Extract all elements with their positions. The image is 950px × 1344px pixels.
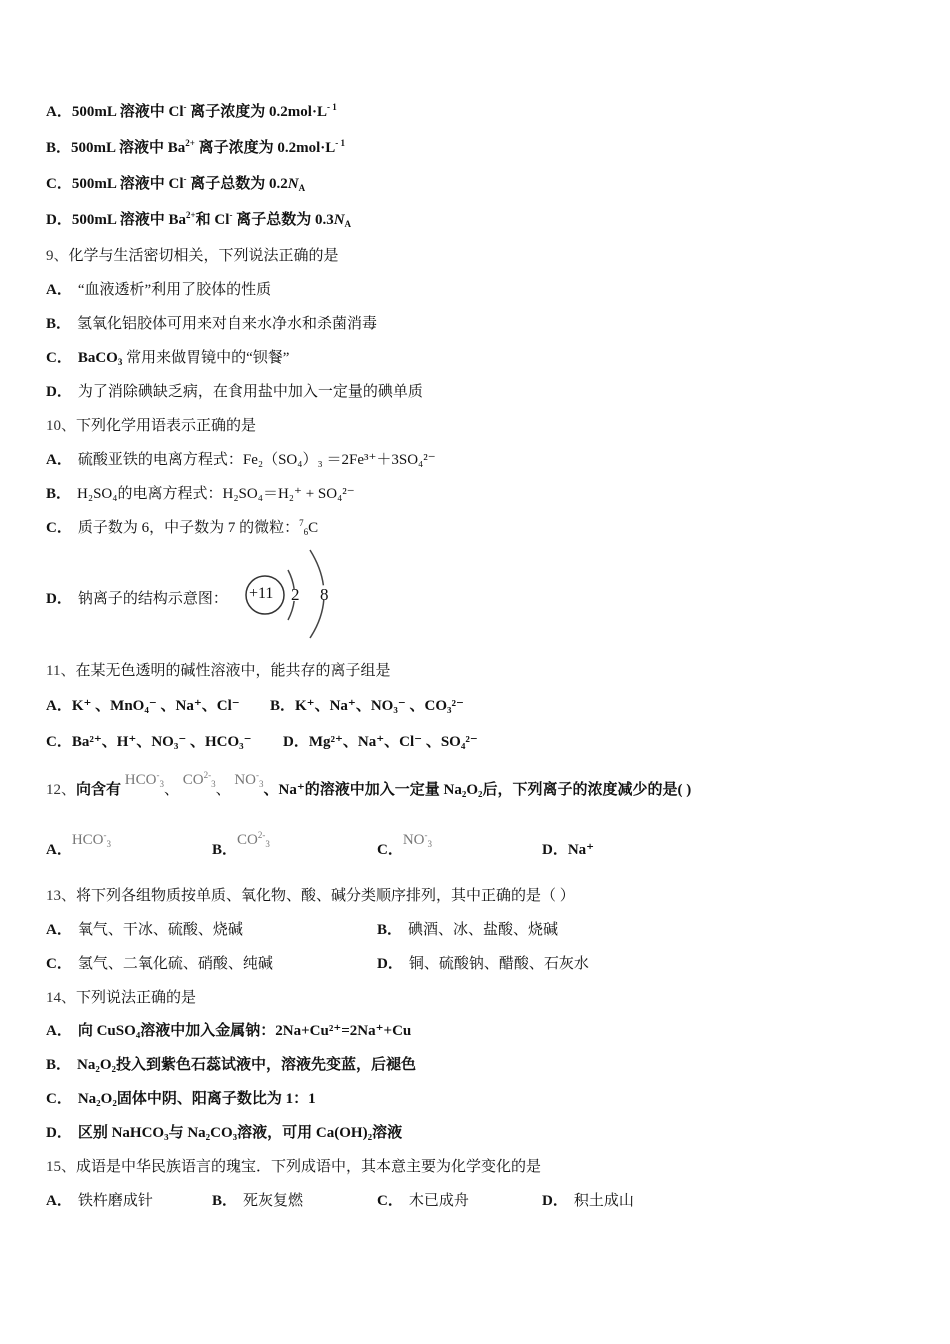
q12-stem xyxy=(46,770,692,800)
q12-options xyxy=(46,830,595,860)
superscript: - xyxy=(229,210,233,220)
q10-option-d xyxy=(46,589,228,609)
option-text: 离子浓度为 0.2mol·L xyxy=(186,104,327,120)
ion-base: HCO xyxy=(124,772,157,788)
superscript: - xyxy=(156,770,160,780)
option-label: B． xyxy=(46,1057,72,1073)
ion-no3 xyxy=(234,770,263,790)
superscript: - xyxy=(183,102,187,112)
q14-stem xyxy=(46,988,196,1008)
option-text: 氢氧化铝胶体可用来对自来水净水和杀菌消毒 xyxy=(77,316,378,332)
q14-option-c xyxy=(46,1089,316,1109)
subscript: 3 xyxy=(106,839,112,849)
option-text: 向 CuSO₄溶液中加入金属钠：2Na+Cu²⁺=2Na⁺+Cu xyxy=(77,1023,412,1039)
q14-option-d xyxy=(46,1123,402,1143)
option-text: 木已成舟 xyxy=(408,1193,469,1209)
formula: H₂SO₄＝H₂⁺ + SO₄²⁻ xyxy=(222,486,355,502)
question-text: 下列化学用语表示正确的是 xyxy=(76,418,257,434)
option-label: D． xyxy=(542,842,568,858)
option-label: B． xyxy=(270,698,296,714)
option-label: A． xyxy=(46,698,72,714)
option-text: 质子数为 6，中子数为 7 的微粒： xyxy=(77,520,300,536)
question-number: 9、 xyxy=(46,248,69,264)
question-text: 向含有 xyxy=(76,782,122,798)
q10-stem xyxy=(46,416,256,436)
q9-option-a xyxy=(46,280,271,300)
option-text: 500mL 溶液中 Cl xyxy=(71,176,184,192)
q11-option-a xyxy=(46,698,240,714)
subscript: 3 xyxy=(259,779,264,789)
option-text: Mg²⁺、Na⁺、Cl⁻ 、SO₄²⁻ xyxy=(308,734,478,750)
formula: Fe₂（SO₄）₃ ＝2Fe³⁺＋3SO₄²⁻ xyxy=(242,452,436,468)
separator: 、 xyxy=(163,782,179,798)
question-number: 11、 xyxy=(46,663,76,679)
superscript: - xyxy=(183,174,187,184)
sodium-ion-structure-diagram xyxy=(243,548,338,640)
option-label: D． xyxy=(46,384,72,400)
q13-stem xyxy=(46,886,575,906)
q13-option-d xyxy=(377,954,589,974)
q13-option-b xyxy=(377,920,558,940)
option-label: C． xyxy=(46,1091,72,1107)
q13-options-cd xyxy=(46,954,589,974)
option-text: 死灰复燃 xyxy=(243,1193,304,1209)
atomic-number: 6 xyxy=(303,527,309,537)
q10-option-a xyxy=(46,450,436,470)
superscript: 2- xyxy=(203,770,212,780)
question-number: 13、 xyxy=(46,888,77,904)
option-text: K⁺、Na⁺、NO₃⁻ 、CO₃²⁻ xyxy=(295,698,464,714)
option-text: 硫酸亚铁的电离方程式： xyxy=(77,452,243,468)
option-text: 氢气、二氧化硫、硝酸、纯碱 xyxy=(77,956,273,972)
q13-option-a xyxy=(46,922,243,938)
q11-option-b xyxy=(270,696,464,716)
option-label: B． xyxy=(46,316,72,332)
option-label: C． xyxy=(46,956,72,972)
option-label: A． xyxy=(46,842,72,858)
q11-options-ab xyxy=(46,696,464,716)
q12-option-a xyxy=(46,830,112,858)
option-text: 的电离方程式： xyxy=(117,486,223,502)
option-text: 碘酒、冰、盐酸、烧碱 xyxy=(408,922,559,938)
subscript: 3 xyxy=(211,779,216,789)
separator: 、 xyxy=(215,782,231,798)
q9-option-d xyxy=(46,382,423,402)
option-text: 钠离子的结构示意图： xyxy=(77,591,228,607)
option-label: A． xyxy=(46,104,72,120)
subscript: 3 xyxy=(159,779,164,789)
ion-base: NO xyxy=(234,772,256,788)
subscript: A xyxy=(344,219,352,229)
option-text: 离子总数为 0.2 xyxy=(186,176,288,192)
nucleus-charge: +11 xyxy=(249,585,274,602)
q9-stem xyxy=(46,246,339,266)
question-text: 将下列各组物质按单质、氧化物、酸、碱分类顺序排列，其中正确的是（ ） xyxy=(76,888,575,904)
option-label: A． xyxy=(46,452,72,468)
superscript: - 1 xyxy=(335,138,346,148)
q11-option-c xyxy=(46,734,252,750)
option-text: 区别 NaHCO₃与 Na₂CO₃溶液，可用 Ca(OH)₂溶液 xyxy=(77,1125,403,1141)
option-text: Ba²⁺、H⁺、NO₃⁻ 、HCO₃⁻ xyxy=(71,734,252,750)
q9-option-c xyxy=(46,348,289,368)
q12-option-d xyxy=(542,840,594,860)
q13-options-ab xyxy=(46,920,559,940)
question-number: 14、 xyxy=(46,990,77,1006)
option-label: C． xyxy=(46,520,72,536)
q15-option-d xyxy=(542,1191,634,1211)
question-number: 12、 xyxy=(46,782,77,798)
subscript: 3 xyxy=(265,839,270,849)
q11-options-cd xyxy=(46,732,478,752)
ion-no3 xyxy=(403,830,432,850)
ion-co3 xyxy=(183,770,216,790)
q10-option-c xyxy=(46,518,318,538)
q8-option-a xyxy=(46,102,337,122)
q9-option-b xyxy=(46,314,377,334)
ion-base: CO xyxy=(182,772,204,788)
option-text: “血液透析”利用了胶体的性质 xyxy=(77,282,272,298)
option-text: 500mL 溶液中 Ba xyxy=(71,212,187,228)
ion-base: CO xyxy=(237,832,258,848)
shell-1-electrons: 2 xyxy=(291,585,300,604)
q14-option-b xyxy=(46,1055,416,1075)
ion-hco3 xyxy=(125,770,164,790)
q12-option-c xyxy=(377,830,433,860)
avogadro-symbol: N xyxy=(287,176,299,192)
option-text: 铁杵磨成针 xyxy=(77,1193,153,1209)
option-label: B． xyxy=(212,842,238,858)
option-label: A． xyxy=(46,922,72,938)
option-label: B． xyxy=(212,1193,238,1209)
mass-number: 7 xyxy=(299,518,304,528)
question-text: 成语是中华民族语言的瑰宝．下列成语中，其本意主要为化学变化的是 xyxy=(76,1159,542,1175)
q11-stem xyxy=(46,661,390,681)
question-number: 10、 xyxy=(46,418,77,434)
option-text: 离子浓度为 0.2mol·L xyxy=(194,140,336,156)
option-label: C． xyxy=(46,350,72,366)
q12-option-b xyxy=(212,830,270,860)
option-label: D． xyxy=(46,591,72,607)
question-text: 下列说法正确的是 xyxy=(76,990,197,1006)
option-text: 500mL 溶液中 Ba xyxy=(71,140,186,156)
option-label: C． xyxy=(377,842,403,858)
option-text: 离子总数为 0.3 xyxy=(232,212,334,228)
option-label: D． xyxy=(377,956,403,972)
question-number: 15、 xyxy=(46,1159,77,1175)
option-text: Na⁺ xyxy=(567,842,595,858)
question-text: 、Na⁺的溶液中加入一定量 Na₂O₂后，下列离子的浓度减少的是( ) xyxy=(263,782,692,798)
ion-base: NO xyxy=(402,832,425,848)
option-label: D． xyxy=(542,1193,568,1209)
superscript: - 1 xyxy=(326,102,337,112)
q8-option-d xyxy=(46,210,351,230)
option-label: B． xyxy=(46,140,72,156)
option-label: D． xyxy=(46,1125,72,1141)
option-label: B． xyxy=(46,486,72,502)
formula: H₂SO₄ xyxy=(77,486,118,502)
option-label: C． xyxy=(46,176,72,192)
ion-hco3 xyxy=(72,830,111,850)
q8-option-c xyxy=(46,174,305,194)
shell-2-electrons: 8 xyxy=(320,585,329,604)
option-text: 常用来做胃镜中的“钡餐” xyxy=(122,350,290,366)
option-label: D． xyxy=(283,734,309,750)
option-label: A． xyxy=(46,282,72,298)
option-text: 和 Cl xyxy=(195,212,230,228)
q8-option-b xyxy=(46,138,345,158)
formula: BaCO xyxy=(77,350,118,366)
question-text: 在某无色透明的碱性溶液中，能共存的离子组是 xyxy=(75,663,391,679)
option-label: B． xyxy=(377,922,403,938)
q15-option-a xyxy=(46,1193,153,1209)
q11-option-d xyxy=(283,732,478,752)
option-text: K⁺ 、MnO₄⁻ 、Na⁺、Cl⁻ xyxy=(71,698,240,714)
option-text: Na₂O₂投入到紫色石蕊试液中，溶液先变蓝，后褪色 xyxy=(77,1057,417,1073)
superscript: - xyxy=(103,830,107,840)
question-text: 化学与生活密切相关，下列说法正确的是 xyxy=(68,248,339,264)
q15-option-b xyxy=(212,1191,303,1211)
q15-options xyxy=(46,1191,634,1211)
subscript: 3 xyxy=(117,357,123,367)
option-label: A． xyxy=(46,1193,72,1209)
option-label: D． xyxy=(46,212,72,228)
option-text: 500mL 溶液中 Cl xyxy=(71,104,184,120)
q15-option-c xyxy=(377,1191,469,1211)
q13-option-c xyxy=(46,956,273,972)
element-symbol: C xyxy=(308,520,319,536)
superscript: - xyxy=(256,770,259,780)
ion-co3 xyxy=(237,830,270,850)
superscript: - xyxy=(424,830,428,840)
option-label: A． xyxy=(46,1023,72,1039)
superscript: 2+ xyxy=(185,138,195,148)
q10-option-b xyxy=(46,484,355,504)
option-text: 氧气、干冰、硫酸、烧碱 xyxy=(77,922,243,938)
option-text: Na₂O₂固体中阴、阳离子数比为 1：1 xyxy=(77,1091,316,1107)
option-label: C． xyxy=(46,734,72,750)
superscript: 2+ xyxy=(186,210,196,220)
superscript: 2- xyxy=(257,830,266,840)
ion-base: HCO xyxy=(71,832,104,848)
avogadro-symbol: N xyxy=(333,212,345,228)
subscript: 3 xyxy=(427,839,433,849)
option-text: 为了消除碘缺乏病，在食用盐中加入一定量的碘单质 xyxy=(77,384,423,400)
subscript: A xyxy=(298,183,306,193)
option-text: 铜、硫酸钠、醋酸、石灰水 xyxy=(408,956,589,972)
option-label: C． xyxy=(377,1193,403,1209)
q14-option-a xyxy=(46,1021,411,1041)
option-text: 积土成山 xyxy=(573,1193,634,1209)
q15-stem xyxy=(46,1157,541,1177)
